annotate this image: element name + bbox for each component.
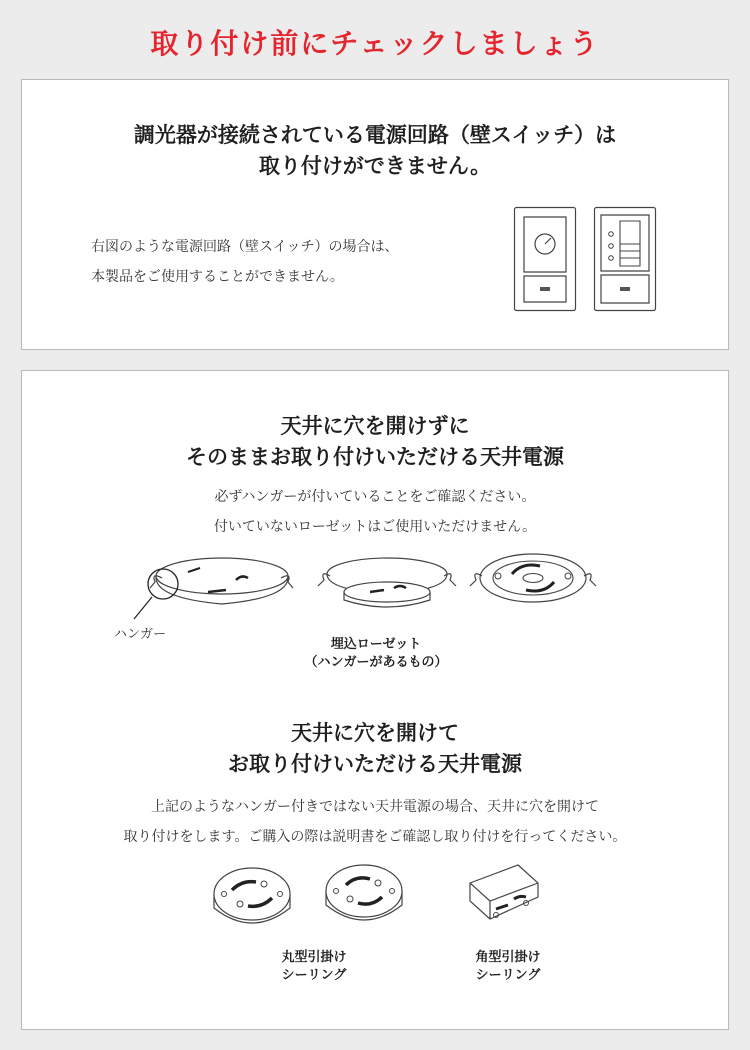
recessed-rosette-top-icon bbox=[470, 552, 600, 612]
hanger-body bbox=[22, 482, 728, 542]
dimmer-body-line2: 本製品をご使用することができません。 bbox=[91, 269, 344, 285]
drill-heading bbox=[22, 718, 728, 780]
hanger-callout-leader-icon bbox=[128, 593, 158, 623]
hanger-heading-line2: そのままお取り付けいただける天井電源 bbox=[186, 445, 564, 469]
hanger-heading-line1: 天井に穴を開けずに bbox=[280, 414, 470, 438]
hanger-body-line2: 付いていないローゼットはご使用いただけません。 bbox=[213, 519, 537, 535]
page-title: 取り付け前にチェックしましょう bbox=[150, 27, 600, 60]
square-ceiling-caption-line2: シーリング bbox=[475, 968, 541, 983]
hanger-heading bbox=[22, 411, 728, 473]
rosette-caption bbox=[276, 636, 476, 672]
drill-heading-line1: 天井に穴を開けて bbox=[291, 721, 459, 745]
dial-dimmer-switch-icon bbox=[514, 207, 576, 311]
hanger-body-line1: 必ずハンガーが付いていることをご確認ください。 bbox=[214, 489, 536, 505]
dimmer-warning-card bbox=[21, 79, 729, 350]
recessed-rosette-raised-icon bbox=[312, 554, 462, 620]
dimmer-body-line1: 右図のような電源回路（壁スイッチ）の場合は、 bbox=[91, 239, 399, 255]
round-ceiling-receptacle-alt-icon bbox=[322, 861, 406, 935]
ceiling-power-card bbox=[21, 370, 729, 1030]
hanger-label: ハンガー bbox=[114, 627, 167, 642]
rosette-caption-line2: （ハンガーがあるもの） bbox=[304, 655, 448, 670]
square-ceiling-receptacle-icon bbox=[466, 861, 542, 929]
dimmer-body bbox=[91, 232, 398, 292]
slide-dimmer-switch-icon bbox=[594, 207, 656, 311]
dimmer-heading bbox=[22, 120, 728, 182]
round-ceiling-caption bbox=[254, 949, 374, 985]
drill-body bbox=[22, 792, 728, 852]
square-ceiling-caption bbox=[448, 949, 568, 985]
square-ceiling-caption-line1: 角型引掛け bbox=[475, 950, 541, 965]
rosette-caption-line1: 埋込ローゼット bbox=[330, 637, 422, 652]
drill-body-line1: 上記のようなハンガー付きではない天井電源の場合、天井に穴を開けて bbox=[151, 799, 599, 815]
round-ceiling-receptacle-icon bbox=[210, 864, 294, 938]
drill-heading-line2: お取り付けいただける天井電源 bbox=[228, 752, 522, 776]
round-ceiling-caption-line1: 丸型引掛け bbox=[281, 950, 347, 965]
drill-body-line2: 取り付けをします。ご購入の際は説明書をご確認し取り付けを行ってください。 bbox=[123, 829, 627, 845]
dimmer-heading-line1: 調光器が接続されている電源回路（壁スイッチ）は bbox=[133, 123, 617, 147]
dimmer-heading-line2: 取り付けができません。 bbox=[258, 154, 492, 178]
round-ceiling-caption-line2: シーリング bbox=[281, 968, 347, 983]
